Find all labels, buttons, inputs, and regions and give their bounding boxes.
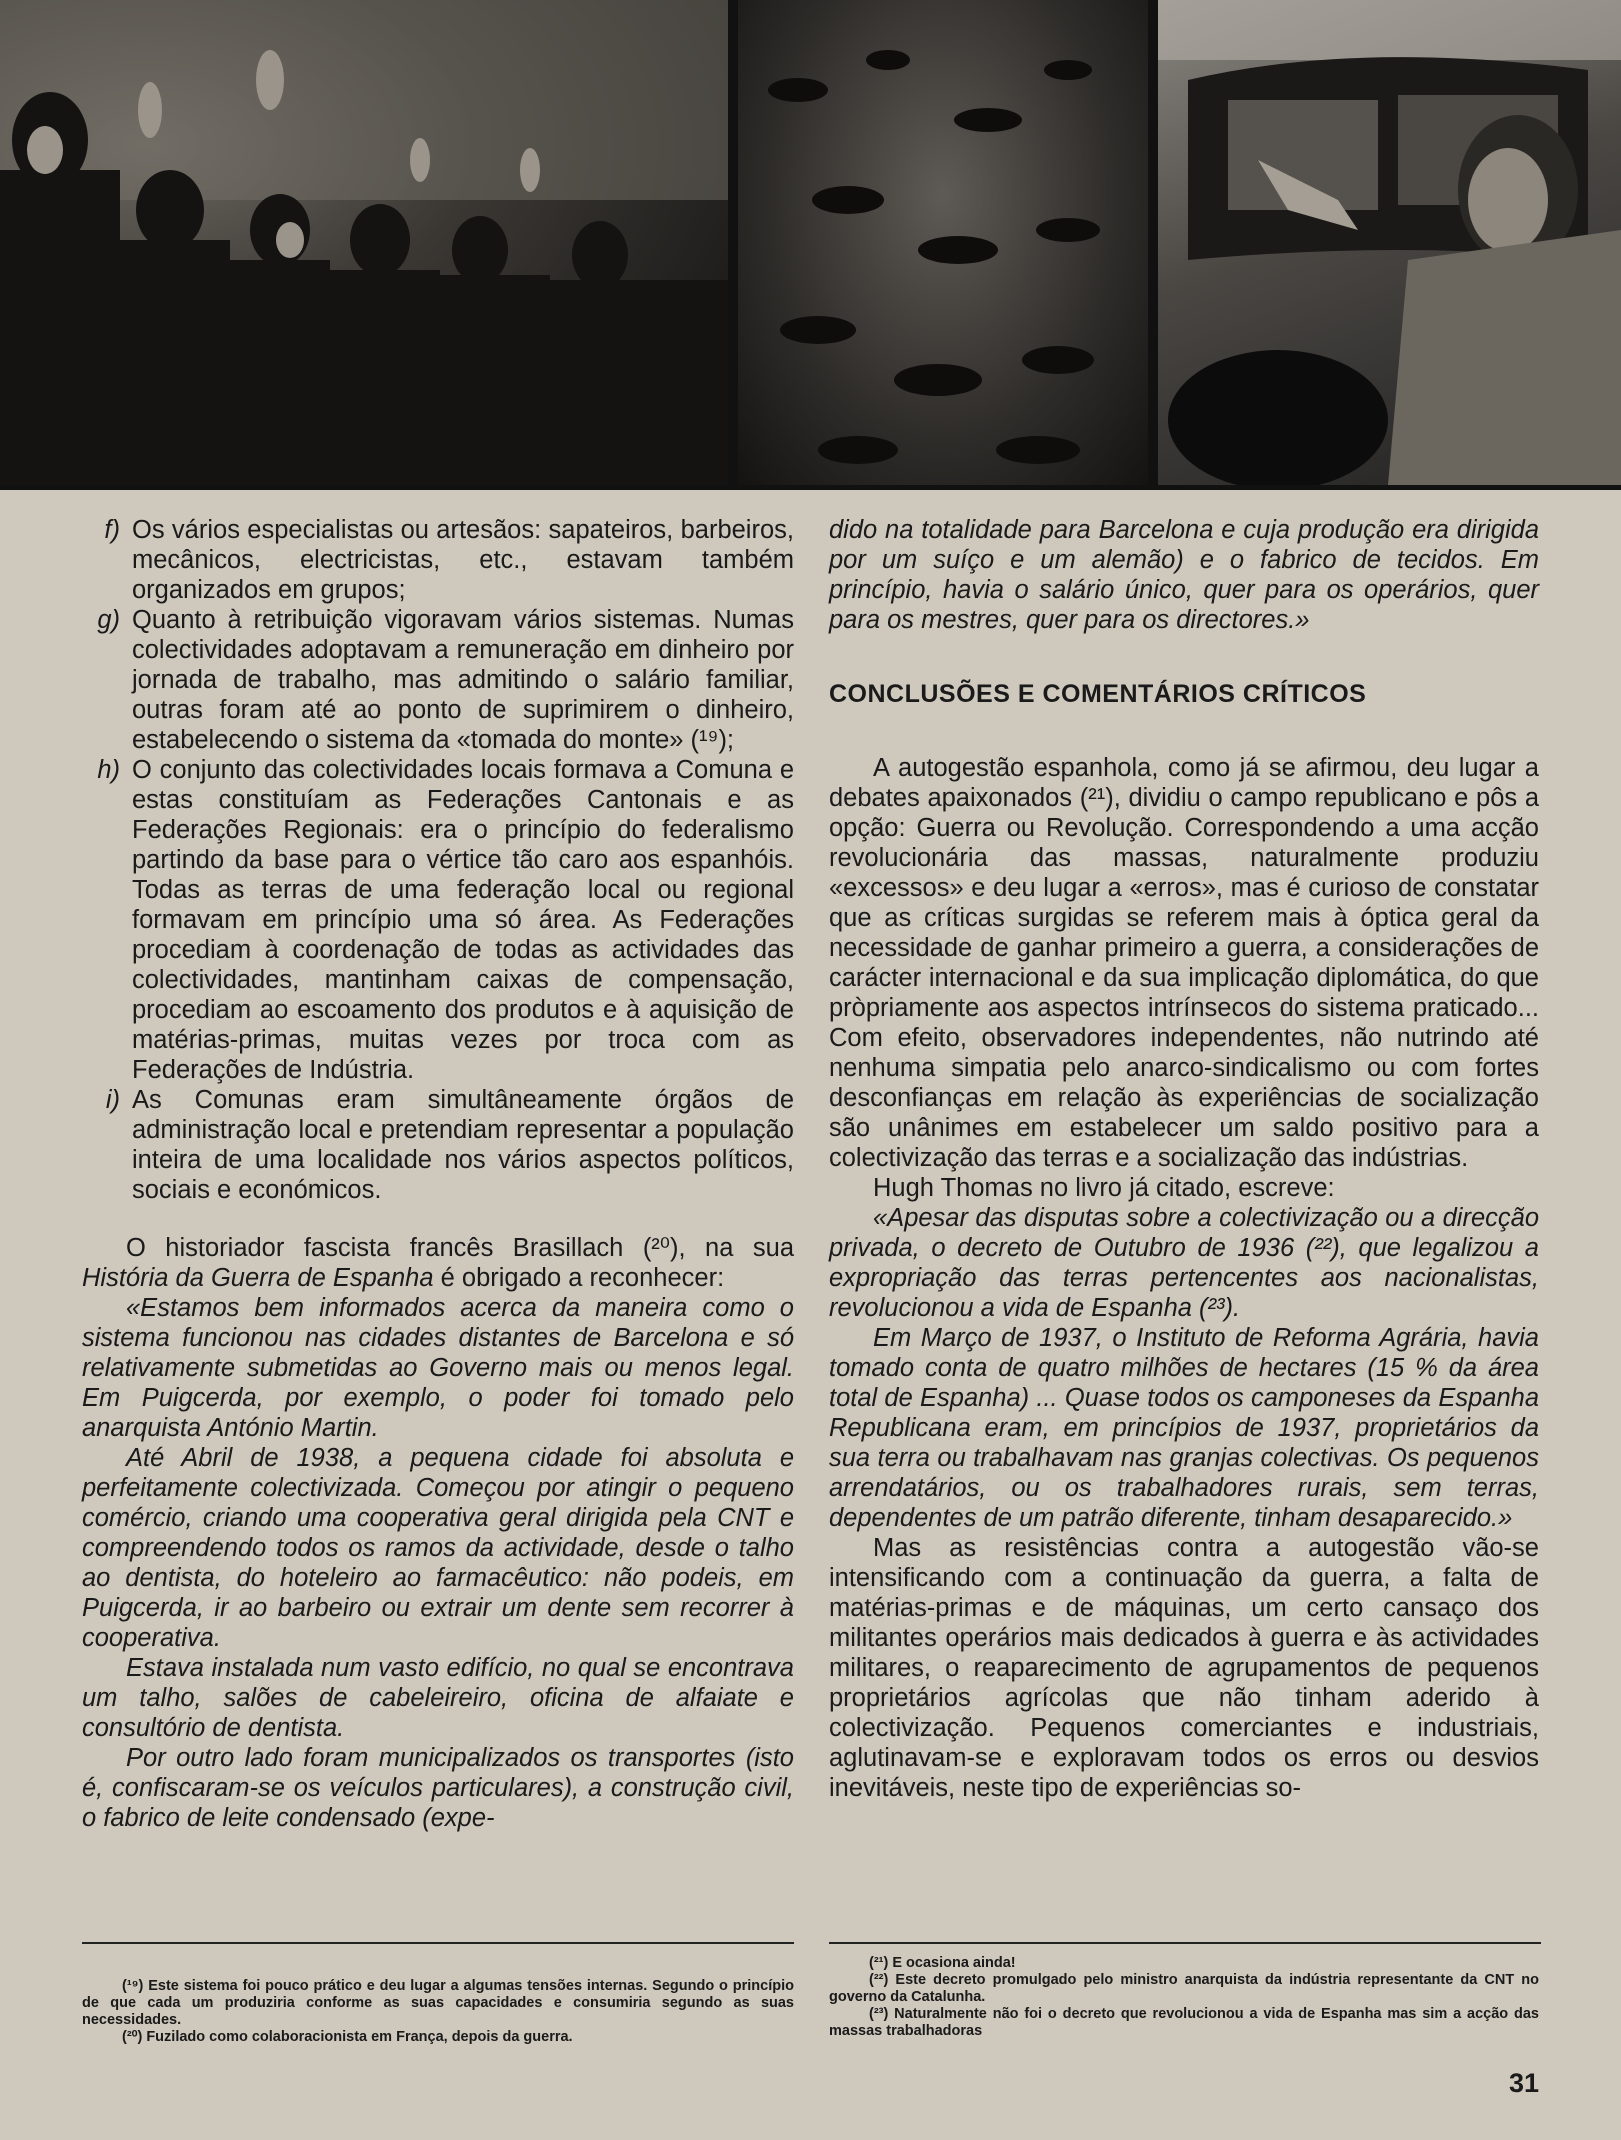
photo-bodies-on-field (738, 0, 1148, 485)
list-item-f (82, 515, 794, 605)
text-run: O historiador fascista francês Brasillach (²⁰), na sua (126, 1234, 794, 1262)
quote-paragraph: Em Março de 1937, o Instituto de Reforma Agrária, havia tomado conta de quatro milhões de hectares (15 % da área total de Espanha) ... Quase todos os camponeses da Espanha Republicana eram, em princípios de 1937, proprietários da sua terra ou trabalhavam nas granjas colectivas. Os pequenos arrendatários, ou os trabalhadores rurais, sem terras, dependentes de um patrão diferente, tinham desaparecido.» (829, 1324, 1539, 1532)
right-column (829, 515, 1539, 1803)
footnote: (²⁰) Fuzilado como colaboracionista em França, depois da guerra. (122, 2029, 573, 2045)
body-paragraph: Hugh Thomas no livro já citado, escreve: (873, 1174, 1335, 1202)
footnotes-right (829, 1955, 1539, 2040)
section-heading: CONCLUSÕES E COMENTÁRIOS CRÍTICOS (829, 680, 1367, 708)
quote-paragraph: Por outro lado foram municipalizados os transportes (isto é, confiscaram-se os veículos particulares), a construção civil, o fabrico de leite condensado (expe- (82, 1744, 794, 1832)
footnote-divider (82, 1942, 794, 1944)
footnote: (²²) Este decreto promulgado pelo ministro anarquista da indústria representante da CNT no governo da Catalunha. (829, 1972, 1539, 2005)
body-paragraph: A autogestão espanhola, como já se afirmou, deu lugar a debates apaixonados (²¹), dividiu o campo republicano e pôs a opção: Guerra ou Revolução. Correspondendo a uma acção revolucionária das massas, naturalmente produziu «excessos» e deu lugar a «erros», mas é curioso de constatar que as críticas surgidas se referem mais à óptica geral da necessidade de ganhar primeiro a guerra, a considerações de carácter internacional e da sua implicação diplomática, do que pròpriamente aos aspectos intrínsecos do sistema praticado... Com efeito, observadores independentes, não nutrindo até nenhuma simpatia pelo anarco-sindicalismo ou com fortes desconfianças em relação às experiências de socialização são unânimes em estabelecer um saldo positivo para a colectivização das terras e a socialização das indústrias. (829, 754, 1539, 1172)
body-paragraph: Mas as resistências contra a autogestão vão-se intensificando com a continuação da guerra, a falta de matérias-primas e de máquinas, um certo cansaço dos militantes operários mais dedicados à guerra e às actividades militares, o reaparecimento de agrupamentos de pequenos proprietários agrícolas que não tinham aderido à colectivização. Pequenos comerciantes e industriais, aglutinavam-se e exploravam todos os erros ou desvios inevitáveis, neste tipo de experiências so- (829, 1534, 1539, 1802)
list-label: f) (104, 516, 120, 544)
list-item-h (82, 755, 794, 1085)
quote-paragraph: «Apesar das disputas sobre a colectivização ou a direcção privada, o decreto de Outubro de 1936 (²²), que legalizou a expropriação das terras pertencentes aos nacionalistas, revolucionou a vida de Espanha (²³). (829, 1204, 1539, 1322)
footnote-divider (829, 1942, 1541, 1944)
list-text: O conjunto das colectividades locais formava a Comuna e estas constituíam as Federações Cantonais e as Federações Regionais: era o princípio do federalismo partindo da base para o vértice tão caro aos espanhóis. Todas as terras de uma federação local ou regional formavam em princípio uma só área. As Federações procediam à coordenação de todas as actividades das colectividades, mantinham caixas de compensação, procediam ao escoamento dos produtos e à aquisição de matérias-primas, muitas vezes por troca com as Federações de Indústria. (132, 756, 794, 1084)
footnote: (¹⁹) Este sistema foi pouco prático e deu lugar a algumas tensões internas. Segundo o princípio de que cada um produziria conforme as suas capacidades e consumiria segundo as suas necessidades. (82, 1978, 794, 2028)
quote-paragraph: Estava instalada num vasto edifício, no qual se encontrava um talho, salões de cabeleireiro, oficina de alfaiate e consultório de dentista. (82, 1654, 794, 1742)
list-label: h) (97, 756, 120, 784)
book-title: História da Guerra de Espanha (82, 1264, 434, 1292)
footnote: (²³) Naturalmente não foi o decreto que revolucionou a vida de Espanha mas sim a acção das massas trabalhadoras (829, 2006, 1539, 2039)
list-text: Quanto à retribuição vigoravam vários sistemas. Numas colectividades adoptavam a remuneração em dinheiro por jornada de trabalho, mas admitindo o salário familiar, outras foram até ao ponto de suprimirem o dinheiro, estabelecendo o sistema da «tomada do monte» (¹⁹); (132, 606, 794, 754)
list-text: As Comunas eram simultâneamente órgãos de administração local e pretendiam representar a população inteira de uma localidade nos vários aspectos políticos, sociais e económicos. (132, 1086, 794, 1204)
list-label: g) (97, 606, 120, 634)
photo-car-illustration (1158, 0, 1621, 485)
list-text: Os vários especialistas ou artesãos: sapateiros, barbeiros, mecânicos, electricistas, etc., estavam também organizados em grupos; (132, 516, 794, 604)
quote-paragraph: «Estamos bem informados acerca da maneira como o sistema funcionou nas cidades distantes de Barcelona e só relativamente submetidas ao Governo mais ou menos legal. Em Puigcerda, por exemplo, o poder foi tomado pelo anarquista António Martin. (82, 1294, 794, 1442)
photo-prisoners-hands-raised (0, 0, 728, 485)
photo-strip (0, 0, 1621, 490)
left-column (82, 515, 794, 1833)
photo-prisoners-illustration (0, 0, 728, 485)
list-item-i (82, 1085, 794, 1205)
photo-man-by-car (1158, 0, 1621, 485)
quote-continuation: dido na totalidade para Barcelona e cuja produção era dirigida por um suíço e um alemão) e o fabrico de tecidos. Em princípio, havia o salário único, quer para os operários, quer para os mestres, quer para os directores.» (829, 516, 1539, 634)
photo-field-illustration (738, 0, 1148, 485)
list-label: i) (105, 1086, 120, 1114)
footnote: (²¹) E ocasiona ainda! (869, 1955, 1016, 1971)
page-number: 31 (1508, 2068, 1539, 2098)
footnotes-left (82, 1978, 794, 2046)
text-run: é obrigado a reconhecer: (433, 1264, 725, 1292)
list-item-g (82, 605, 794, 755)
quote-paragraph: Até Abril de 1938, a pequena cidade foi absoluta e perfeitamente colectivizada. Começou por atingir o pequeno comércio, criando uma cooperativa geral dirigida pela CNT e compreendendo todos os ramos da actividade, desde o talho ao dentista, do hoteleiro ao farmacêutico: não podeis, em Puigcerda, ir ao barbeiro ou extrair um dente sem recorrer à cooperativa. (82, 1444, 794, 1652)
paragraph-brasillach (82, 1233, 794, 1293)
